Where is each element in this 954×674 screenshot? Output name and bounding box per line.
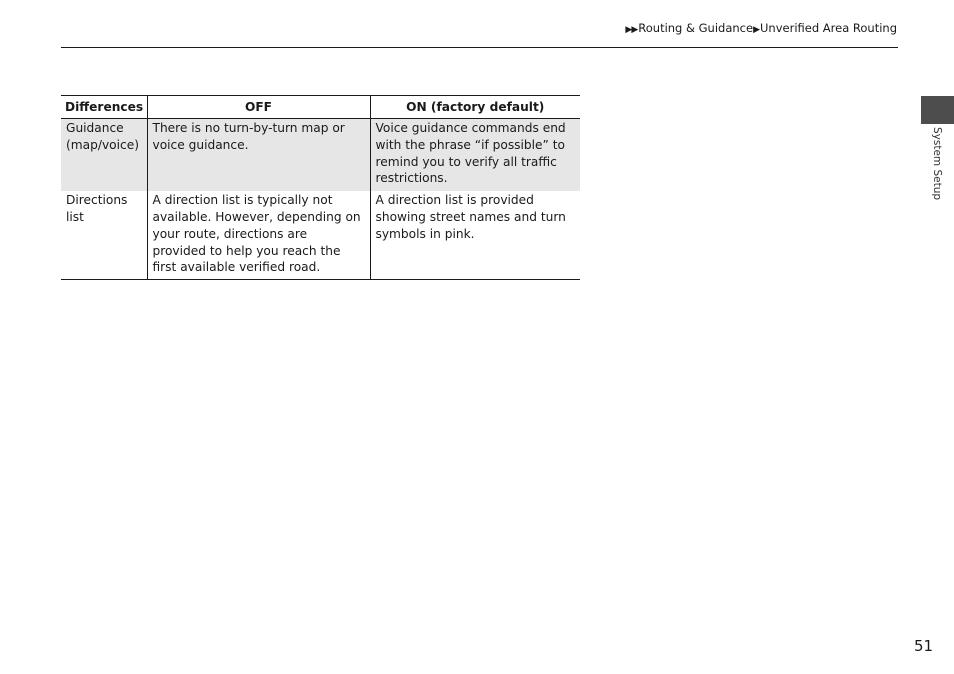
header-off: OFF [147, 96, 370, 119]
breadcrumb-double-arrow-icon: ▶▶ [625, 25, 638, 35]
row-difference: Directions list [61, 191, 147, 279]
row-on: A direction list is provided showing street names and turn symbols in pink. [370, 191, 580, 279]
breadcrumb-page: Unverified Area Routing [760, 21, 897, 35]
chapter-tab [921, 96, 954, 124]
differences-table [61, 95, 580, 280]
header-differences: Differences [61, 96, 147, 119]
row-difference: Guidance (map/voice) [61, 119, 147, 192]
table-row [61, 119, 580, 192]
breadcrumb-arrow-icon: ▶ [753, 25, 759, 35]
breadcrumb [625, 21, 897, 35]
breadcrumb-section[interactable]: Routing & Guidance [638, 21, 754, 35]
row-off: There is no turn-by-turn map or voice guidance. [147, 119, 370, 192]
table-row [61, 191, 580, 279]
row-on: Voice guidance commands end with the phrase “if possible” to remind you to verify all traffic restrictions. [370, 119, 580, 192]
page-number: 51 [914, 637, 934, 655]
header-rule [61, 47, 898, 48]
chapter-label: System Setup [931, 127, 943, 201]
row-off: A direction list is typically not available. However, depending on your route, directions are provided to help you reach the first available verified road. [147, 191, 370, 279]
table-header-row [61, 96, 580, 119]
header-on: ON (factory default) [370, 96, 580, 119]
